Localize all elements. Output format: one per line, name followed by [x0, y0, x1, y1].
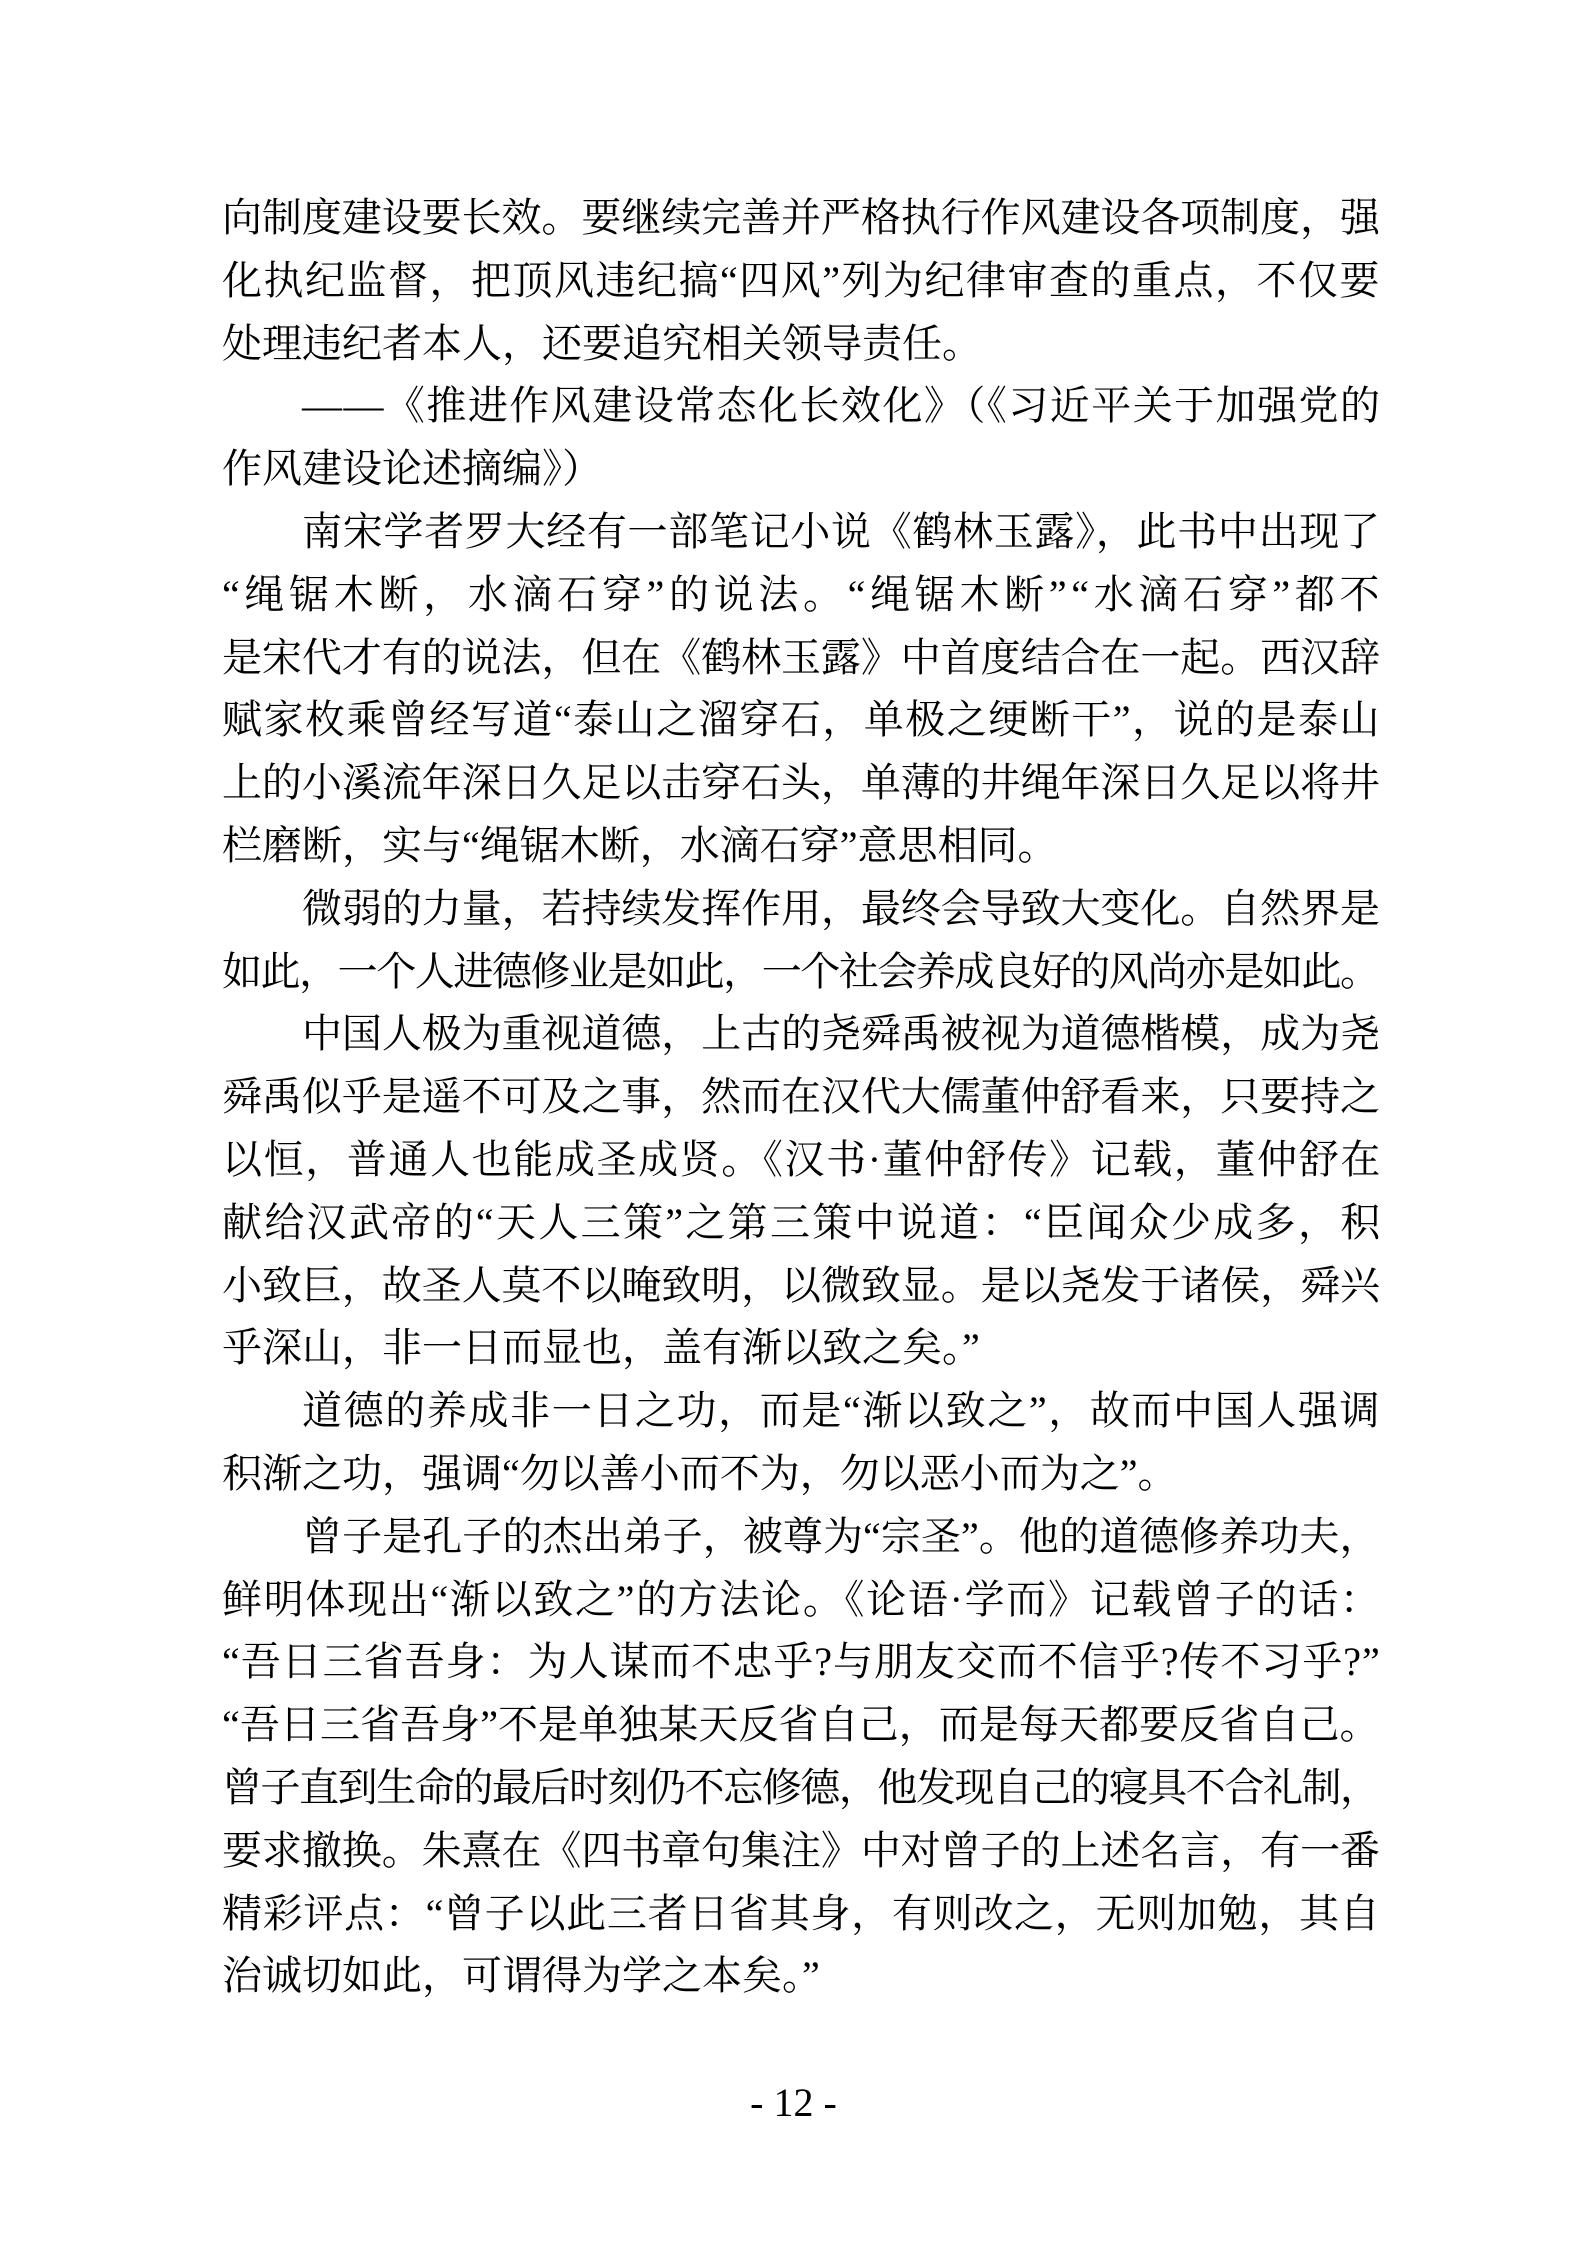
text-line: “绳锯木断，水滴石穿”的说法。“绳锯木断”“水滴石穿”都不 [222, 571, 1385, 617]
text-line: 赋家枚乘曾经写道“泰山之溜穿石，单极之绠断干”，说的是泰山 [222, 697, 1382, 743]
text-line: 以恒，普通人也能成圣成贤。《汉书·董仲舒传》记载，董仲舒在 [222, 1136, 1382, 1182]
text-line: 是宋代才有的说法，但在《鹤林玉露》中首度结合在一起。西汉辞 [222, 634, 1380, 680]
text-line: 如此，一个人进德修业是如此，一个社会养成良好的风尚亦是如此。 [222, 948, 1379, 994]
text-line: 曾子直到生命的最后时刻仍不忘修德，他发现自己的寝具不合礼制， [222, 1764, 1379, 1810]
text-line: 小致巨，故圣人莫不以晻致明，以微致显。是以尧发于诸侯，舜兴 [222, 1262, 1380, 1308]
text-line: 乎深山，非一日而显也，盖有渐以致之矣。” [222, 1325, 980, 1371]
text-line: 向制度建设要长效。要继续完善并严格执行作风建设各项制度，强 [222, 195, 1380, 240]
text-line: 栏磨断，实与“绳锯木断，水滴石穿”意思相同。 [222, 822, 1058, 868]
text-line: 中国人极为重视道德，上古的尧舜禹被视为道德楷模，成为尧 [302, 1011, 1380, 1057]
text-line: 献给汉武帝的“天人三策”之第三策中说道：“臣闻众少成多，积 [222, 1199, 1383, 1245]
text-line: ——《推进作风建设常态化长效化》（《习近平关于加强党的 [302, 383, 1382, 429]
text-line: 处理违纪者本人，还要追究相关领导责任。 [222, 320, 982, 366]
text-line: “吾日三省吾身：为人谋而不忠乎?与朋友交而不信乎?传不习乎?” [222, 1639, 1381, 1685]
body-text [222, 187, 1385, 2008]
text-line: 舜禹似乎是遥不可及之事，然而在汉代大儒董仲舒看来，只要持之 [222, 1074, 1380, 1120]
page-number: - 12 - [750, 2080, 837, 2125]
text-line: 积渐之功，强调“勿以善小而不为，勿以恶小而为之”。 [222, 1450, 1178, 1496]
text-line: 要求撤换。朱熹在《四书章句集注》中对曾子的上述名言，有一番 [222, 1827, 1380, 1873]
text-line: “吾日三省吾身”不是单独某天反省自己，而是每天都要反省自己。 [222, 1702, 1380, 1748]
text-line: 精彩评点：“曾子以此三者日省其身，有则改之，无则加勉，其自 [222, 1890, 1381, 1936]
text-line: 微弱的力量，若持续发挥作用，最终会导致大变化。自然界是 [302, 885, 1380, 931]
text-line: 道德的养成非一日之功，而是“渐以致之”，故而中国人强调 [302, 1388, 1382, 1434]
text-line: 化执纪监督，把顶风违纪搞“四风”列为纪律审查的重点，不仅要 [222, 257, 1382, 303]
text-line: 鲜明体现出“渐以致之”的方法论。《论语·学而》记载曾子的话： [222, 1576, 1382, 1622]
text-line: 作风建设论述摘编》） [222, 446, 602, 492]
text-line: 南宋学者罗大经有一部笔记小说《鹤林玉露》，此书中出现了 [302, 508, 1381, 554]
text-line: 上的小溪流年深日久足以击穿石头，单薄的井绳年深日久足以将井 [222, 760, 1380, 806]
text-line: 曾子是孔子的杰出弟子，被尊为“宗圣”。他的道德修养功夫， [302, 1513, 1380, 1559]
text-line: 治诚切如此，可谓得为学之本矣。” [222, 1953, 820, 1999]
